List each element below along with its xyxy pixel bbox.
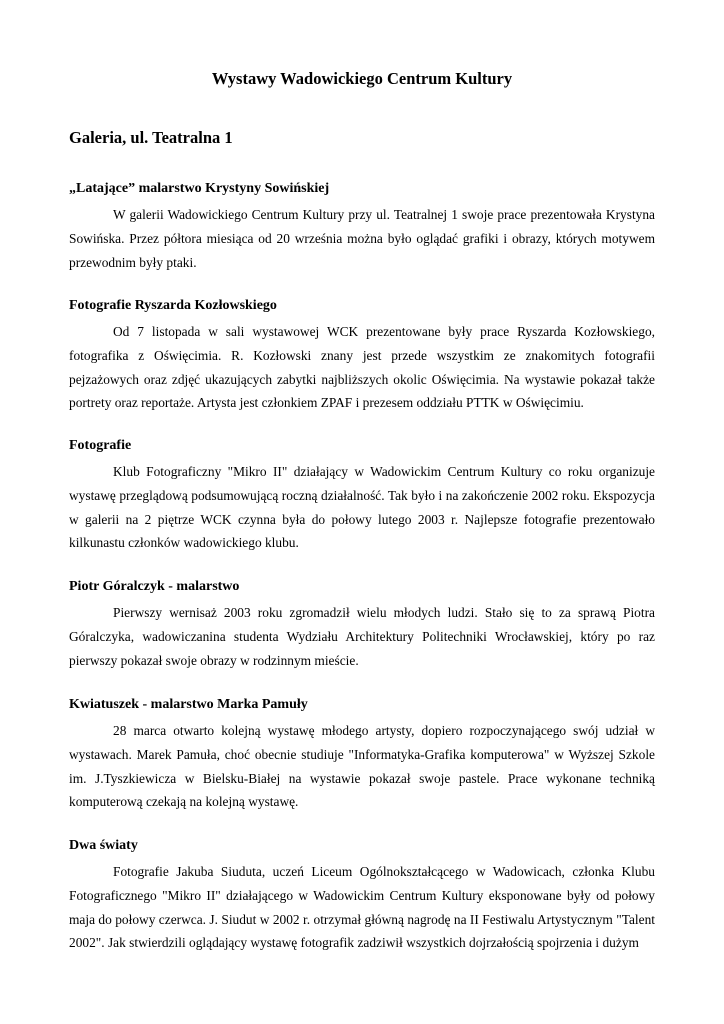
section-heading-pamula: Kwiatuszek - malarstwo Marka Pamuły [69, 697, 308, 712]
section-heading-goralczyk: Piotr Góralczyk - malarstwo [69, 579, 240, 594]
section-heading-dwa-swiaty: Dwa światy [69, 838, 138, 853]
section-body-sowinska: W galerii Wadowickiego Centrum Kultury przy ul. Teatralnej 1 swoje prace prezentowała Krystyna Sowińska. Przez półtora miesiąca od 20 września można było oglądać grafiki i obrazy, których motywem przewodnim były ptaki. [69, 207, 655, 270]
section-body-dwa-swiaty: Fotografie Jakuba Siuduta, uczeń Liceum Ogólnokształcącego w Wadowicach, członka Klubu Fotograficznego "Mikro II" działającego w Wadowickim Centrum Kultury eksponowane były od połowy maja do połowy czerwca. J. Siudut w 2002 r. otrzymał główną nagrodę na II Festiwalu Artystycznym "Talent 2002". Jak stwierdzili oglądający wystawę fotografik zadziwił wszystkich dojrzałością spojrzenia i dużym [69, 864, 655, 951]
section-body-kozlowski: Od 7 listopada w sali wystawowej WCK prezentowane były prace Ryszarda Kozłowskiego, fotografika z Oświęcimia. R. Kozłowski znany jest przede wszystkim ze znakomitych fotografii pejzażowych oraz zdjęć ukazujących zabytki najbliższych okolic Oświęcimia. Na wystawie pokazał także portrety oraz reportaże. Artysta jest członkiem ZPAF i prezesem oddziału PTTK w Oświęcimiu. [69, 324, 655, 411]
section-heading-sowinska: „Latające” malarstwo Krystyny Sowińskiej [69, 181, 330, 196]
section-heading-fotografie: Fotografie [69, 438, 132, 453]
document-title: Wystawy Wadowickiego Centrum Kultury [211, 69, 513, 88]
section-heading-kozlowski: Fotografie Ryszarda Kozłowskiego [69, 298, 277, 313]
gallery-heading: Galeria, ul. Teatralna 1 [69, 128, 233, 147]
section-body-goralczyk: Pierwszy wernisaż 2003 roku zgromadził wielu młodych ludzi. Stało się to za sprawą Piotra Góralczyka, wadowiczanina studenta Wydziału Architektury Politechniki Wrocławskiej, który po raz pierwszy pokazał swoje obrazy w rodzinnym mieście. [69, 605, 655, 668]
section-body-fotografie: Klub Fotograficzny "Mikro II" działający w Wadowickim Centrum Kultury co roku organizuje wystawę przeglądową podsumowującą roczną działalność. Tak było i na zakończenie 2002 roku. Ekspozycja w galerii na 2 piętrze WCK czynna była do połowy lutego 2003 r. Najlepsze fotografie prezentowało kilkunastu członków wadowickiego klubu. [69, 464, 655, 551]
section-body-pamula: 28 marca otwarto kolejną wystawę młodego artysty, dopiero rozpoczynającego swój udział w wystawach. Marek Pamuła, choć obecnie studiuje "Informatyka-Grafika komputerowa" w Wyższej Szkole im. J.Tyszkiewicza w Bielsku-Białej na wystawie pokazał swoje pastele. Prace wykonane techniką komputerową czekają na kolejną wystawę. [69, 723, 655, 810]
